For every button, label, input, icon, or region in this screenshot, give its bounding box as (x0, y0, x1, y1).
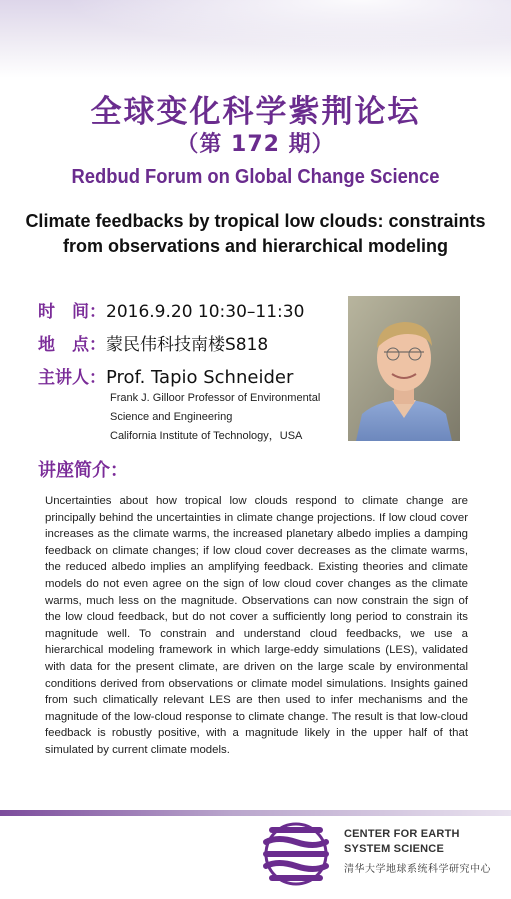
speaker-name: Prof. Tapio Schneider (106, 367, 294, 388)
place-label: 地 点： (38, 335, 106, 355)
header-highlight (0, 0, 511, 78)
speaker-row (38, 363, 293, 388)
earth-system-science-logo-icon (258, 818, 334, 890)
speaker-photo (348, 296, 460, 441)
place-row (38, 330, 268, 355)
talk-title (20, 209, 491, 259)
center-name-chinese: 清华大学地球系统科学研究中心 (344, 864, 491, 875)
affiliation-line1: Frank J. Gilloor Professor of Environmental (110, 392, 321, 404)
center-name-english-line2: SYSTEM SCIENCE (344, 843, 444, 855)
footer-divider (0, 810, 511, 816)
time-row (38, 297, 304, 322)
talk-title-line2: from observations and hierarchical modeling (62, 236, 449, 256)
speaker-portrait-icon (348, 296, 460, 441)
talk-title-line1: Climate feedbacks by tropical low clouds: constraints (25, 211, 486, 231)
speaker-label: 主讲人： (38, 368, 106, 388)
affiliation-line3: California Institute of Technology，USA (110, 430, 303, 442)
abstract-text: Uncertainties about how tropical low clouds respond to climate change are principally behind the uncertainties in climate change projections. If low cloud cover increases as the climate warms, the increased planetary albedo implies a damping feedback on climate changes; if low cloud cover decreases as the climate warms, the reduced albedo implies an amplifying feedback. Existing theories and climate models do not even agree on the sign of low cloud cover changes as the climate warms, much less on the magnitude. Observations can now constrain the sign of the low cloud feedback, but do not cover a sufficiently long period to constrain its magnitude well. To constrain and understand cloud feedbacks, we use a hierarchical modeling framework in which large-eddy simulations (LES), validated with data for the present climate, are driven on the large scale by environmental conditions derived from observations or climate model simulations. Insights gained from such climatically relevant LES are then used to infer mechanisms and the magnitude of the low-cloud response to climate change. The result is that low-cloud feedback is robustly positive, with a magnitude likely in the upper half of that simulated by current climate models. (45, 495, 468, 756)
center-name-english-line1: CENTER FOR EARTH (344, 828, 460, 840)
issue-number: （第 172 期） (176, 132, 335, 157)
time-value: 2016.9.20 10:30–11:30 (106, 302, 305, 322)
place-value: 蒙民伟科技南楼S818 (106, 335, 269, 355)
forum-title-english: Redbud Forum on Global Change Science (71, 166, 440, 188)
affiliation-line2: Science and Engineering (110, 411, 233, 423)
forum-title-chinese: 全球变化科学紫荆论坛 (90, 94, 421, 130)
time-label: 时 间： (38, 302, 106, 322)
abstract-heading: 讲座简介： (38, 460, 128, 481)
